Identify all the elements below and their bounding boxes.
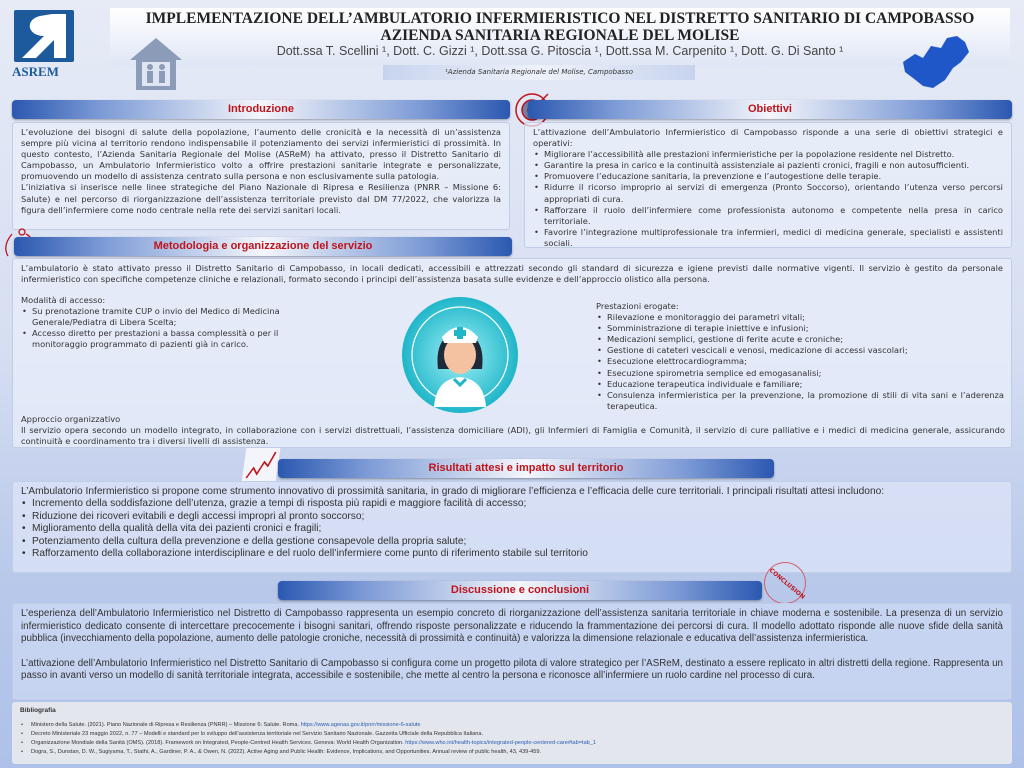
approach-block	[21, 414, 1005, 447]
access-block	[21, 295, 301, 350]
list-item: • Su prenotazione tramite CUP o invio del Medico di Medicina Generale/Pediatra di Libera Scelta;	[21, 306, 301, 328]
list-item: • Promuovere l’educazione sanitaria, la prevenzione e l’autogestione delle terapie.	[533, 171, 1003, 182]
objectives-section	[524, 122, 1012, 248]
discussion-paragraph: L’esperienza dell’Ambulatorio Infermieristico nel Distretto di Campobasso rappresenta un esempio concreto di riorganizzazione dell’assistenza sanitaria territoriale in chiave moderna e sostenibile. La presenza di un servizio infermieristico dedicato consente di intercettare precocemente i bisogni sanitari, offrendo risposte personalizzate e riducendo la frammentazione dei percorsi di cura. Il modello adottato risponde alle nuove sfide della sanità pubblica (invecchiamento della popolazione, aumento delle patologie croniche, necessità di prossimità e continuità) e valorizza la dimensione relazionale e educativa dell’assistenza infermieristica.	[21, 608, 1003, 645]
conclusion-stamp: CONCLUSION	[755, 553, 814, 612]
discussion-section	[12, 603, 1012, 700]
objectives-list	[533, 149, 1003, 249]
list-item: • Migliorare l’accessibilità alle prestazioni infermieristiche per la popolazione residente nel Distretto.	[533, 149, 1003, 160]
nurse-illustration	[400, 295, 520, 415]
bibliography-heading: Bibliografia	[20, 707, 56, 714]
intro-heading: Introduzione	[12, 100, 510, 119]
list-item: • Riduzione dei ricoveri evitabili e degli accessi impropri al pronto soccorso;	[21, 511, 1003, 523]
list-item: • Potenziamento della cultura della prevenzione e della gestione consapevole della propria salute;	[21, 536, 1003, 548]
services-title: Prestazioni erogate:	[596, 301, 679, 311]
list-item: • Rafforzamento della collaborazione interdisciplinare e del ruolo dell’infermiere come punto di riferimento stabile sul territorio	[21, 548, 1003, 560]
list-item: • Gestione di cateteri vescicali e venosi, medicazione di accessi vascolari;	[596, 345, 1004, 356]
reference: • Ministero della Salute. (2021). Piano Nazionale di Ripresa e Resilienza (PNRR) – Missione 6: Salute. Roma. https://www.agenas.gov.it/pnrr/missione-6-salute	[20, 721, 1004, 730]
list-item: • Ridurre il ricorso improprio ai servizi di emergenza (Pronto Soccorso), orientando l’utenza verso percorsi appropriati di cura.	[533, 182, 1003, 204]
reference-link[interactable]: https://www.who.int/health-topics/integrated-people-centered-care#tab=tab_1	[405, 740, 597, 746]
molise-map-icon	[895, 32, 975, 92]
reference-link[interactable]: https://www.agenas.gov.it/pnrr/missione-6-salute	[300, 722, 421, 728]
list-item: • Favorire l’integrazione multiprofessionale tra infermieri, medici di medicina generale, specialisti e assistenti sociali.	[533, 227, 1003, 249]
list-item: • Accesso diretto per prestazioni a bassa complessità o per il monitoraggio programmato di pazienti già in carico.	[21, 328, 301, 350]
list-item: • Rafforzare il ruolo dell’infermiere come professionista autonomo e competente nella presa in carico territoriale.	[533, 205, 1003, 227]
list-item: • Garantire la presa in carico e la continuità assistenziale ai pazienti cronici, fragili e non autosufficienti.	[533, 160, 1003, 171]
results-section	[12, 481, 1012, 573]
logo-text: ASREM	[12, 64, 59, 79]
access-title: Modalità di accesso:	[21, 295, 106, 305]
intro-paragraph: L’iniziativa si inserisce nelle linee strategiche del Piano Nazionale di Ripresa e Resilienza (PNRR – Missione 6: Salute) e nel percorso di riorganizzazione dell’assistenza territoriale previsto dal DM 77/2022, che valorizza la figura dell’infermiere come nodo centrale nella rete dei servizi sanitari locali.	[21, 182, 501, 215]
reference: • Decreto Ministeriale 23 maggio 2022, n. 77 – Modelli e standard per lo sviluppo dell’assistenza territoriale nel Servizio Sanitario Nazionale. Gazzetta Ufficiale della Repubblica Italiana.	[20, 730, 1004, 739]
list-item: • Rilevazione e monitoraggio dei parametri vitali;	[596, 312, 1004, 323]
intro-section	[12, 122, 510, 230]
list-item: • Esecuzione elettrocardiogramma;	[596, 356, 1004, 367]
objectives-heading: Obiettivi	[528, 100, 1012, 119]
list-item: • Somministrazione di terapie iniettive e infusioni;	[596, 323, 1004, 334]
approach-text: Il servizio opera secondo un modello integrato, in collaborazione con i servizi distrettuali, l’assistenza domiciliare (ADI), gli Infermieri di Famiglia e Comunità, il servizio di cure palliative e i medici di medicina generale, assicurando continuità e coordinamento tra i diversi livelli di assistenza.	[21, 425, 1005, 447]
objectives-lead: L’attivazione dell’Ambulatorio Infermieristico di Campobasso risponde a una serie di obiettivi strategici e operativi:	[533, 127, 1003, 149]
poster-subtitle: AZIENDA SANITARIA REGIONALE DEL MOLISE	[380, 27, 740, 44]
discussion-heading: Discussione e conclusioni	[278, 581, 762, 600]
results-heading: Risultati attesi e impatto sul territorio	[278, 459, 774, 478]
method-intro: L’ambulatorio è stato attivato presso il Distretto Sanitario di Campobasso, in locali dedicati, accessibili e attrezzati secondo gli standard di sicurezza e igiene previsti dalle normative vigenti. Il servizio è gestito da personale infermieristico con specifiche competenze cliniche e relazionali, formato secondo i principi dell’assistenza basata sulle evidenze e dell’approccio olistico alla persona.	[21, 263, 1003, 285]
growth-chart-icon	[242, 448, 281, 482]
poster-title: IMPLEMENTAZIONE DELL’AMBULATORIO INFERMIERISTICO NEL DISTRETTO SANITARIO DI CAMPOBASSO	[145, 10, 975, 27]
services-block	[596, 301, 1004, 412]
approach-title: Approccio organizzativo	[21, 414, 121, 424]
list-item: • Medicazioni semplici, gestione di ferite acute e croniche;	[596, 334, 1004, 345]
results-lead: L’Ambulatorio Infermieristico si propone come strumento innovativo di prossimità sanitaria, in grado di migliorare l’efficienza e l’efficacia delle cure territoriali. I principali risultati attesi includono:	[21, 486, 885, 497]
asrem-logo	[14, 10, 74, 62]
list-item: • Esecuzione spirometria semplice ed emogasanalisi;	[596, 368, 1004, 379]
affiliation: ¹Azienda Sanitaria Regionale del Molise, Campobasso	[383, 65, 695, 80]
authors: Dott.ssa T. Scellini ¹, Dott. C. Gizzi ¹, Dott.ssa G. Pitoscia ¹, Dott.ssa M. Carpenito ¹, Dott. G. Di Santo ¹	[276, 44, 844, 58]
list-item: • Incremento della soddisfazione dell’utenza, grazie a tempi di risposta più rapidi e maggiore facilità di accesso;	[21, 498, 1003, 510]
reference: • Organizzazione Mondiale della Sanità (OMS). (2018). Framework on Integrated, People-Centred Health Services. Geneva: World Health Organization. https://www.who.int/health-topics/integrated-people-centered-care#tab=tab_1	[20, 739, 1004, 748]
list-item: • Consulenza infermieristica per la prevenzione, la promozione di stili di vita sani e l’aderenza terapeutica.	[596, 390, 1004, 412]
discussion-paragraph: L’attivazione dell’Ambulatorio Infermieristico nel Distretto Sanitario di Campobasso si configura come un progetto pilota di valore strategico per l’ASReM, destinato a essere replicato in altri distretti della regione. Rappresenta un passo in avanti verso un modello di sanità territoriale integrata, accessibile e sostenibile, che mette al centro la persona e riconosce all’infermiere un ruolo cardine nel processo di cura.	[21, 657, 1003, 682]
bibliography	[12, 702, 1012, 764]
intro-paragraph: L’evoluzione dei bisogni di salute della popolazione, l’aumento delle cronicità e la necessità di un’assistenza sempre più vicina al territorio rendono indispensabile il potenziamento dei servizi infermieristici di prossimità. In questo contesto, l’Azienda Sanitaria Regionale del Molise (ASReM) ha attivato, presso il Distretto Sanitario di Campobasso, un Ambulatorio Infermieristico volto a offrire prestazioni sanitarie integrate e personalizzate, promuovendo un modello di assistenza centrato sulla persona e non esclusivamente sulla patologia.	[21, 127, 501, 182]
method-heading: Metodologia e organizzazione del servizio	[14, 237, 512, 256]
list-item: • Miglioramento della qualità della vita dei pazienti cronici e fragili;	[21, 523, 1003, 535]
reference: • Dogra, S., Dunstan, D. W., Sugiyama, T., Stathi, A., Gardiner, P. A., & Owen, N. (2022). Active Aging and Public Health: Evidence, Implications, and Opportunities. Annual review of public health, 43, 439-459.	[20, 748, 1004, 757]
poster-header	[0, 0, 1024, 96]
list-item: • Educazione terapeutica individuale e familiare;	[596, 379, 1004, 390]
